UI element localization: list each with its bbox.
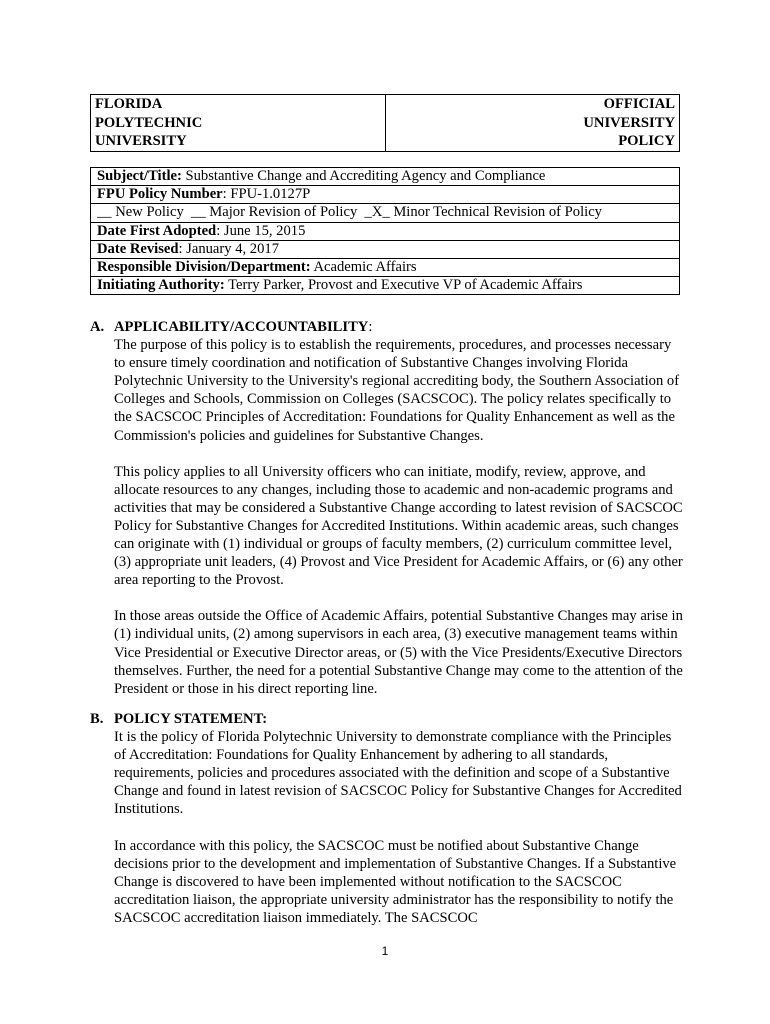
- date-adopted-row: [91, 222, 680, 240]
- policy-info-box: [90, 167, 680, 295]
- subject-label: Subject/Title:: [97, 168, 182, 184]
- institution-line-3: UNIVERSITY: [95, 133, 187, 149]
- paragraph: The purpose of this policy is to establish the requirements, procedures, and processes necessary to ensure timely coordination and notification of Substantive Changes involving Florida Polytechnic University to the University's regional accrediting body, the Southern Association of Colleges and Schools, Commission on Colleges (SACSCOC). The policy relates specifically to the SACSCOC Principles of Accreditation: Foundations for Quality Enhancement as well as the Commission's policies and guidelines for Substantive Changes.: [114, 337, 680, 444]
- subject-row: [91, 168, 680, 186]
- paragraph: In those areas outside the Office of Academic Affairs, potential Substantive Changes may arise in (1) individual units, (2) among supervisors in each area, (3) executive management teams within Vice Presidential or Executive Director areas, or (5) with the Vice Presidents/Executive Directors themselves. Further, the need for a potential Substantive Change may come to the attention of the President or those in his direct reporting line.: [114, 608, 683, 697]
- policy-number-value: : FPU-1.0127P: [222, 186, 311, 203]
- page-number: 1: [381, 944, 389, 958]
- policy-header-table: [90, 94, 680, 152]
- section-body: [90, 728, 685, 927]
- document-type-line-1: OFFICIAL: [603, 96, 675, 112]
- authority-label: Initiating Authority:: [97, 277, 225, 294]
- policy-number-label: FPU Policy Number: [97, 186, 223, 203]
- section-heading: [90, 318, 685, 336]
- section-body: [90, 336, 685, 698]
- section-title-colon: :: [368, 319, 373, 335]
- policy-number-row: [91, 186, 680, 204]
- paragraph: It is the policy of Florida Polytechnic University to demonstrate compliance with the Principles of Accreditation: Foundations for Quality Enhancement by adhering to all standards, requirements, policies and procedures associated with the definition and scope of a Substantive Change and found in latest revision of SACSCOC Policy for Substantive Changes for Accredited Institutions.: [114, 729, 682, 818]
- subject-value: Substantive Change and Accrediting Agency and Compliance: [181, 168, 546, 184]
- institution-name-cell: [91, 95, 386, 152]
- revision-type-row: [91, 204, 680, 222]
- institution-line-1: FLORIDA: [95, 96, 163, 112]
- paragraph: In accordance with this policy, the SACSCOC must be notified about Substantive Change decisions prior to the development and implementation of Substantive Changes. If a Substantive Change is discovered to have been implemented without notification to the SACSCOC accreditation liaison, the appropriate university administrator has the responsibility to notify the SACSCOC accreditation liaison immediately. The SACSCOC: [114, 837, 677, 926]
- section-title: APPLICABILITY/ACCOUNTABILITY: [114, 319, 369, 335]
- document-type-cell: [385, 95, 680, 152]
- date-adopted-value: : June 15, 2015: [216, 222, 306, 239]
- authority-row: [91, 277, 680, 295]
- section-policy-statement: [90, 710, 685, 945]
- section-title: POLICY STATEMENT:: [114, 711, 268, 727]
- section-applicability: [90, 318, 685, 716]
- date-adopted-label: Date First Adopted: [97, 222, 217, 239]
- document-type-line-3: POLICY: [618, 133, 675, 149]
- division-label: Responsible Division/Department:: [97, 259, 311, 276]
- division-value: Academic Affairs: [310, 259, 417, 276]
- date-revised-label: Date Revised: [97, 240, 179, 257]
- document-type-line-2: UNIVERSITY: [583, 114, 675, 131]
- section-letter: B.: [90, 711, 104, 727]
- date-revised-row: [91, 240, 680, 258]
- section-heading: [90, 710, 685, 728]
- revision-type-text: __ New Policy __ Major Revision of Policy _X_ Minor Technical Revision of Policy: [97, 204, 602, 221]
- division-row: [91, 259, 680, 277]
- date-revised-value: : January 4, 2017: [178, 240, 279, 257]
- paragraph: This policy applies to all University officers who can initiate, modify, review, approve, and allocate resources to any changes, including those to academic and non-academic programs and activities that may be considered a Substantive Change according to latest revision of SACSCOC Policy for Substantive Changes for Accredited Institutions. Within academic areas, such changes can originate with (1) individual or groups of faculty members, (2) curriculum committee level, (3) appropriate unit leaders, (4) Provost and Vice President for Academic Affairs, or (6) any other area reporting to the Provost.: [114, 463, 683, 589]
- institution-line-2: POLYTECHNIC: [95, 114, 203, 131]
- section-letter: A.: [90, 319, 105, 335]
- authority-value: Terry Parker, Provost and Executive VP of Academic Affairs: [224, 277, 583, 294]
